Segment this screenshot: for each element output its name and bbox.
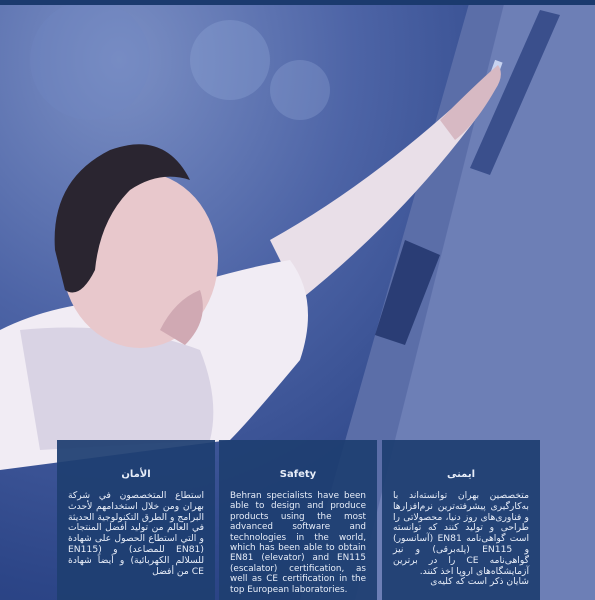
- panel-title-english: Safety: [279, 469, 317, 480]
- panel-body-arabic: [68, 491, 204, 577]
- panel-body-persian: [393, 491, 529, 588]
- panel-body-english: [230, 491, 366, 595]
- panel-title-persian: ایمنی: [446, 469, 476, 480]
- panel-text-english: Behran specialists have been able to design and produce products using the most advanced software and technologies in the world, which has been able to obtain EN81 (elevator) and EN115 (escalator) certification, as well as CE certification in the top European laboratories.: [230, 491, 366, 595]
- panel-english: [219, 440, 377, 600]
- top-strip: [0, 0, 595, 5]
- panel-persian: [382, 440, 540, 600]
- panel-text-persian-extra: شایان ذکر است که کلیه‌ی: [430, 576, 529, 588]
- panel-text-persian: متخصصین بهران توانسته‌اند با به‌کارگیری پیشرفته‌ترین نرم‌افزارها و فناوری‌های روز دنیا، محصولاتی را طراحی و تولید کنند که توانسته است گواهی‌نامه EN81 (آسانسور) و EN115 (پله‌برقی) و نیز گواهی‌نامه CE را در برترین آزمایشگاه‌های اروپا اخذ کنند.: [393, 490, 530, 577]
- panel-text-arabic: استطاع المتخصصون في شركة بهران ومن خلال استخدامهم لأحدث البرامج و الطرق التكنولوجية الحديثة في العالم من تولید أفضل المنتجات و التي استطاع الحصول على شهادة (EN81 للمصاعد) و (EN115 للسلالم الكهربائية) و أيضاً شهادة CE من أفضل: [68, 490, 204, 577]
- panel-arabic: [57, 440, 215, 600]
- panel-title-arabic: الأمان: [121, 469, 151, 480]
